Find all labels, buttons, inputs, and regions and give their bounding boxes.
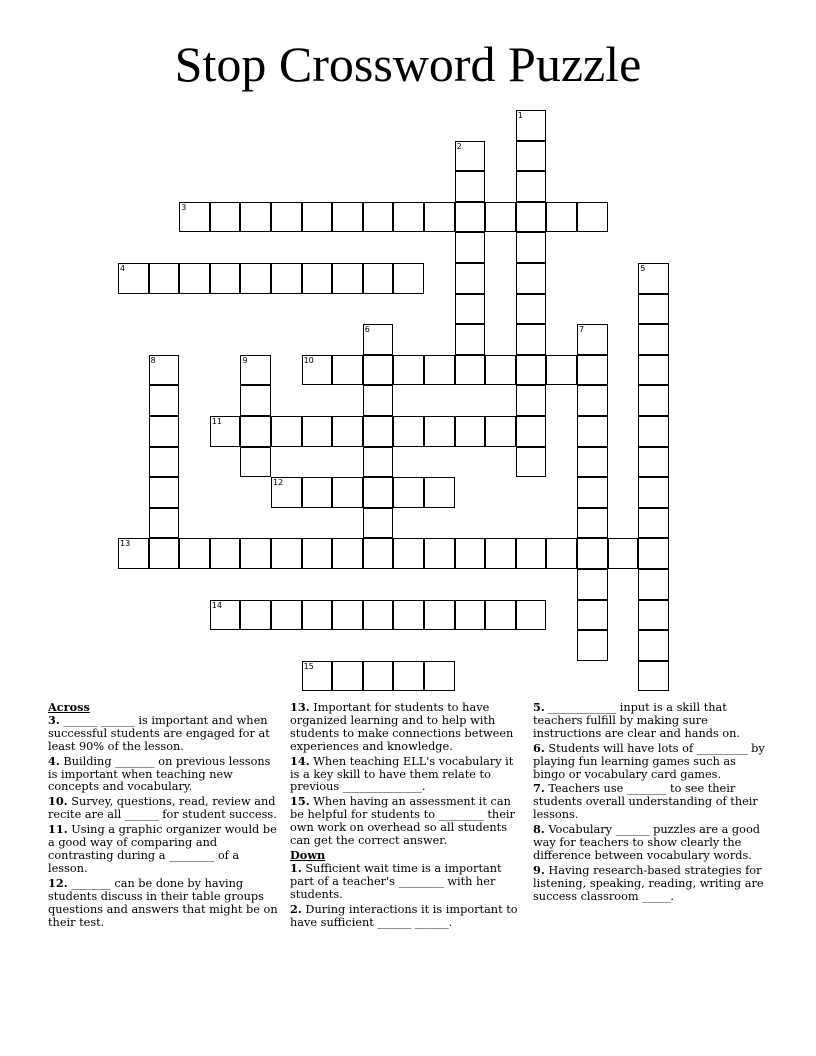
crossword-cell[interactable] (638, 416, 669, 447)
crossword-cell[interactable] (638, 538, 669, 569)
cell-number: 13 (120, 539, 131, 549)
crossword-cell[interactable] (271, 416, 302, 447)
crossword-cell[interactable] (424, 538, 455, 569)
crossword-cell[interactable] (516, 202, 547, 233)
crossword-cell[interactable] (516, 232, 547, 263)
cell-number: 7 (579, 325, 585, 335)
clue-text: Vocabulary ______ puzzles are a good way for teachers to show clearly the difference between vocabulary words. (533, 823, 760, 862)
across-heading: Across (48, 700, 90, 714)
crossword-cell[interactable] (118, 538, 149, 569)
clue-number: 9. (533, 862, 545, 877)
cell-number: 11 (211, 417, 222, 426)
clue-number: 3. (48, 712, 60, 727)
crossword-cell[interactable] (577, 600, 608, 631)
crossword-cell[interactable] (363, 447, 394, 478)
crossword-cell[interactable] (577, 569, 608, 600)
crossword-cell[interactable] (302, 661, 333, 692)
cell-number: 14 (211, 600, 222, 610)
crossword-cell[interactable] (240, 447, 271, 478)
clue-item (290, 755, 522, 795)
cell-number: 10 (303, 355, 314, 365)
crossword-cell[interactable] (516, 416, 547, 447)
crossword-cell[interactable] (363, 263, 394, 294)
clue-item (533, 701, 765, 741)
crossword-cell[interactable] (424, 600, 455, 631)
clue-item (48, 755, 280, 795)
clue-number: 2. (290, 901, 302, 916)
crossword-cell[interactable] (516, 355, 547, 386)
crossword-cell[interactable] (332, 477, 363, 508)
crossword-cell[interactable] (424, 202, 455, 233)
cell-number: 6 (364, 325, 370, 335)
crossword-cell[interactable] (179, 538, 210, 569)
crossword-cell[interactable] (516, 141, 547, 172)
crossword-cell[interactable] (424, 661, 455, 692)
crossword-cell[interactable] (332, 202, 363, 233)
clue-text: Students will have lots of _________ by playing fun learning games such as bingo or vocabulary card games. (533, 741, 765, 781)
clue-number: 12. (48, 875, 68, 890)
crossword-cell[interactable] (393, 600, 424, 631)
crossword-cell[interactable] (485, 538, 516, 569)
cell-number: 2 (456, 141, 462, 151)
crossword-cell[interactable] (577, 538, 608, 569)
cell-number: 8 (150, 355, 156, 365)
crossword-cell[interactable] (455, 232, 486, 263)
crossword-cell[interactable] (455, 600, 486, 631)
crossword-cell[interactable] (271, 477, 302, 508)
cell-number: 15 (303, 661, 314, 671)
crossword-cell[interactable] (393, 538, 424, 569)
crossword-cell[interactable] (546, 202, 577, 233)
clue-text: During interactions it is important to have sufficient ______ ______. (290, 902, 518, 929)
crossword-cell[interactable] (332, 355, 363, 386)
clues-column-1 (48, 701, 280, 930)
crossword-cell[interactable] (455, 171, 486, 202)
crossword-cell[interactable] (363, 600, 394, 631)
crossword-cell[interactable] (393, 202, 424, 233)
clues-column-2 (290, 701, 522, 930)
crossword-cell[interactable] (516, 385, 547, 416)
crossword-cell[interactable] (455, 294, 486, 325)
crossword-cell[interactable] (149, 416, 180, 447)
crossword-cell[interactable] (302, 355, 333, 386)
crossword-cell[interactable] (638, 385, 669, 416)
crossword-cell[interactable] (332, 661, 363, 692)
crossword-cell[interactable] (393, 416, 424, 447)
crossword-cell[interactable] (638, 294, 669, 325)
crossword-cell[interactable] (240, 416, 271, 447)
crossword-cell[interactable] (516, 600, 547, 631)
down-heading: Down (290, 847, 326, 862)
clue-item (48, 714, 280, 754)
crossword-cell[interactable] (485, 355, 516, 386)
crossword-cell[interactable] (332, 416, 363, 447)
crossword-cell[interactable] (455, 416, 486, 447)
crossword-cell[interactable] (302, 477, 333, 508)
crossword-cell[interactable] (210, 263, 241, 294)
clue-text: ____________ input is a skill that teachers fulfill by making sure instructions are clear and hands on. (533, 701, 741, 740)
clue-item (290, 701, 522, 754)
crossword-cell[interactable] (271, 202, 302, 233)
crossword-cell[interactable] (363, 355, 394, 386)
crossword-cell[interactable] (455, 141, 486, 172)
crossword-cell[interactable] (455, 263, 486, 294)
cell-number: 4 (120, 264, 126, 273)
crossword-cell[interactable] (546, 538, 577, 569)
crossword-cell[interactable] (638, 477, 669, 508)
crossword-cell[interactable] (363, 385, 394, 416)
clue-text: _______ can be done by having students discuss in their table groups questions and answers that might be on their test. (48, 876, 278, 929)
crossword-cell[interactable] (393, 477, 424, 508)
crossword-cell[interactable] (363, 202, 394, 233)
crossword-cell[interactable] (271, 600, 302, 631)
clue-text: Using a graphic organizer would be a good way of comparing and contrasting during a ________ of a lesson. (48, 823, 277, 875)
clue-number: 6. (533, 740, 545, 755)
cell-number: 12 (273, 478, 284, 488)
crossword-cell[interactable] (240, 263, 271, 294)
clue-item (533, 782, 765, 822)
crossword-cell[interactable] (638, 600, 669, 631)
crossword-cell[interactable] (149, 508, 180, 539)
crossword-cell[interactable] (302, 202, 333, 233)
clue-item (48, 877, 280, 930)
crossword-cell[interactable] (240, 202, 271, 233)
crossword-cell[interactable] (546, 355, 577, 386)
crossword-cell[interactable] (516, 538, 547, 569)
crossword-cell[interactable] (577, 447, 608, 478)
crossword-cell[interactable] (577, 630, 608, 661)
crossword-cell[interactable] (363, 508, 394, 539)
crossword-cell[interactable] (363, 477, 394, 508)
crossword-cell[interactable] (149, 477, 180, 508)
clue-text: Sufficient wait time is a important part of a teacher's ________ with her students. (290, 861, 502, 901)
crossword-cell[interactable] (302, 600, 333, 631)
cell-number: 1 (517, 111, 523, 120)
crossword-cell[interactable] (516, 294, 547, 325)
crossword-cell[interactable] (638, 569, 669, 600)
crossword-cell[interactable] (577, 202, 608, 233)
crossword-cell[interactable] (485, 202, 516, 233)
clue-number: 11. (48, 822, 68, 837)
clue-item (290, 903, 522, 930)
crossword-cell[interactable] (455, 538, 486, 569)
crossword-cell[interactable] (240, 385, 271, 416)
crossword-cell[interactable] (608, 538, 639, 569)
crossword-cell[interactable] (302, 416, 333, 447)
crossword-cell[interactable] (149, 538, 180, 569)
crossword-cell[interactable] (210, 538, 241, 569)
cell-number: 5 (640, 264, 646, 273)
crossword-cell[interactable] (240, 538, 271, 569)
crossword-cell[interactable] (149, 447, 180, 478)
clue-text: Building _______ on previous lessons is important when teaching new concepts and vocabulary. (48, 754, 271, 794)
clue-text: ______ ______ is important and when successful students are engaged for at least 90% of the lesson. (48, 713, 270, 753)
crossword-cell[interactable] (424, 477, 455, 508)
clue-text: When teaching ELL's vocabulary it is a key skill to have them relate to previous ______________. (290, 754, 514, 794)
crossword-cell[interactable] (210, 202, 241, 233)
crossword-cell[interactable] (393, 263, 424, 294)
crossword-cell[interactable] (118, 263, 149, 294)
crossword-cell[interactable] (638, 355, 669, 386)
crossword-cell[interactable] (332, 538, 363, 569)
clue-item (533, 864, 765, 904)
crossword-cell[interactable] (179, 263, 210, 294)
clue-number: 8. (533, 822, 545, 837)
clues-column-3 (533, 701, 765, 905)
crossword-cell[interactable] (271, 538, 302, 569)
crossword-cell[interactable] (577, 416, 608, 447)
cell-number: 3 (181, 202, 187, 212)
clue-text: Important for students to have organized learning and to help with students to make connections between experiences and knowledge. (290, 701, 514, 753)
crossword-cell[interactable] (455, 355, 486, 386)
crossword-cell[interactable] (179, 202, 210, 233)
clue-text: Teachers use _______ to see their students overall understanding of their lessons. (533, 782, 758, 822)
crossword-cell[interactable] (240, 600, 271, 631)
crossword-cell[interactable] (577, 324, 608, 355)
clue-item (48, 823, 280, 876)
clue-item (290, 795, 522, 848)
crossword-cell[interactable] (577, 508, 608, 539)
crossword-cell[interactable] (393, 355, 424, 386)
crossword-cell[interactable] (363, 661, 394, 692)
crossword-cell[interactable] (424, 416, 455, 447)
crossword-cell[interactable] (240, 355, 271, 386)
crossword-cell[interactable] (363, 324, 394, 355)
crossword-cell[interactable] (149, 385, 180, 416)
crossword-cell[interactable] (638, 324, 669, 355)
crossword-cell[interactable] (516, 110, 547, 141)
clue-text: Having research-based strategies for listening, speaking, reading, writing are success classroom _____. (533, 863, 764, 903)
clue-item (533, 823, 765, 863)
crossword-cell[interactable] (149, 263, 180, 294)
crossword-cell[interactable] (577, 477, 608, 508)
crossword-cell[interactable] (485, 600, 516, 631)
clue-text: When having an assessment it can be helpful for students to ________ their own work on overhead so all students can get the correct answer. (290, 795, 515, 848)
crossword-cell[interactable] (302, 263, 333, 294)
page-title: Stop Crossword Puzzle (174, 36, 642, 92)
crossword-cell[interactable] (271, 263, 302, 294)
crossword-cell[interactable] (516, 447, 547, 478)
crossword-cell[interactable] (638, 630, 669, 661)
clue-number: 1. (290, 860, 302, 875)
crossword-cell[interactable] (516, 263, 547, 294)
clue-number: 10. (48, 794, 68, 809)
crossword-cell[interactable] (577, 385, 608, 416)
clue-number: 5. (533, 700, 545, 714)
crossword-cell[interactable] (516, 171, 547, 202)
clue-item (48, 795, 280, 822)
crossword-cell[interactable] (455, 202, 486, 233)
crossword-cell[interactable] (516, 324, 547, 355)
crossword-cell[interactable] (210, 416, 241, 447)
clue-item (533, 742, 765, 782)
clue-number: 14. (290, 753, 310, 768)
crossword-cell[interactable] (363, 416, 394, 447)
crossword-cell[interactable] (332, 600, 363, 631)
crossword-cell[interactable] (363, 538, 394, 569)
clue-number: 13. (290, 700, 310, 714)
crossword-cell[interactable] (424, 355, 455, 386)
clue-text: Survey, questions, read, review and recite are all ______ for student success. (48, 795, 277, 822)
crossword-cell[interactable] (393, 661, 424, 692)
crossword-cell[interactable] (210, 600, 241, 631)
crossword-cell[interactable] (302, 538, 333, 569)
crossword-cell[interactable] (149, 355, 180, 386)
clue-number: 7. (533, 781, 545, 796)
clue-number: 15. (290, 794, 310, 809)
clue-item (290, 862, 522, 902)
crossword-cell[interactable] (455, 324, 486, 355)
crossword-cell[interactable] (638, 447, 669, 478)
crossword-cell[interactable] (485, 416, 516, 447)
crossword-cell[interactable] (332, 263, 363, 294)
crossword-cell[interactable] (638, 263, 669, 294)
cell-number: 9 (242, 355, 248, 365)
crossword-cell[interactable] (638, 661, 669, 692)
crossword-cell[interactable] (638, 508, 669, 539)
clue-number: 4. (48, 753, 60, 768)
crossword-cell[interactable] (577, 355, 608, 386)
